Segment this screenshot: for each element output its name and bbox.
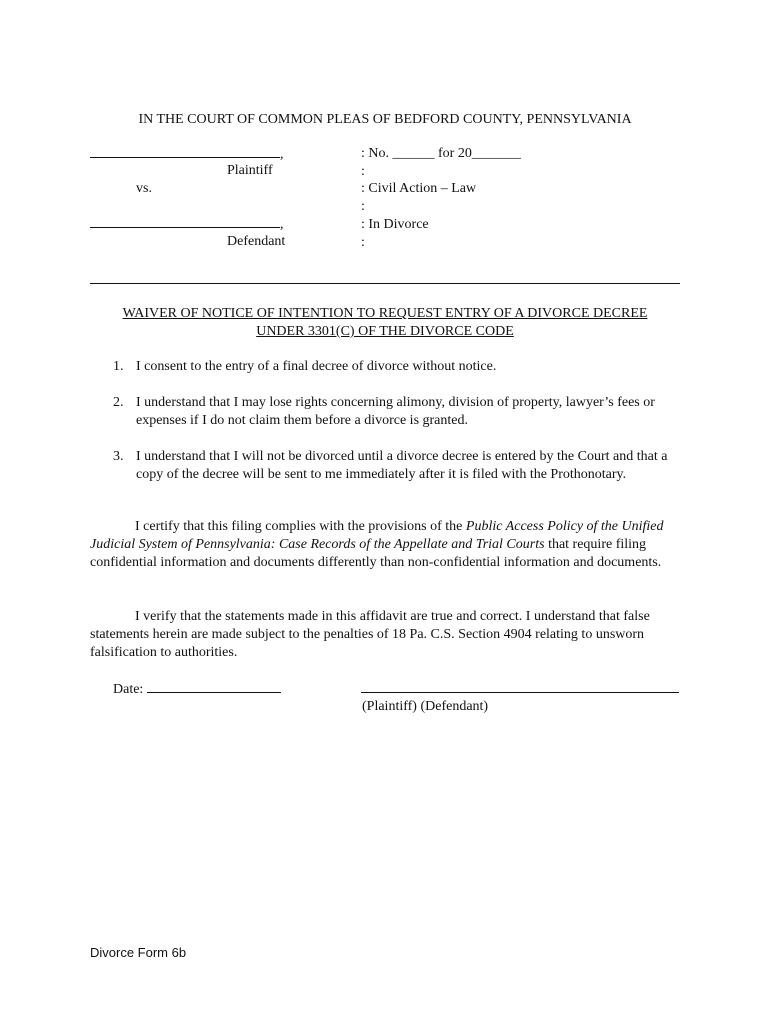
list-item-number: 3. bbox=[113, 449, 124, 464]
certification-lead: I certify that this filing complies with the provisions of the bbox=[135, 519, 466, 534]
defendant-comma: , bbox=[280, 217, 284, 232]
form-footer: Divorce Form 6b bbox=[90, 945, 187, 960]
list-item bbox=[113, 448, 683, 502]
list-item-number: 2. bbox=[113, 395, 124, 410]
vs-label: vs. bbox=[136, 181, 152, 196]
caption-colon: : bbox=[361, 199, 365, 214]
case-number-line[interactable]: : No. ______ for 20_______ bbox=[361, 146, 521, 161]
date-blank[interactable] bbox=[147, 680, 281, 693]
list-item-number: 1. bbox=[113, 359, 124, 374]
list-item-text: I understand that I may lose rights concerning alimony, division of property, lawyer’s fees or expenses if I do not claim them before a divorce is granted. bbox=[136, 395, 655, 428]
defendant-name-line[interactable] bbox=[90, 215, 284, 234]
civil-action-label: : Civil Action – Law bbox=[361, 181, 477, 196]
plaintiff-blank[interactable] bbox=[90, 145, 280, 158]
list-item bbox=[113, 358, 683, 376]
caption-colon: : bbox=[361, 235, 365, 250]
form-title-line2: UNDER 3301(C) OF THE DIVORCE CODE bbox=[256, 324, 514, 339]
list-item-text: I understand that I will not be divorced until a divorce decree is entered by the Court and that a copy of the decree will be sent to me immediately after it is filed with the Prothonotary. bbox=[136, 449, 668, 482]
caption-colon: : bbox=[361, 164, 365, 179]
list-item bbox=[113, 394, 683, 430]
court-heading: IN THE COURT OF COMMON PLEAS OF BEDFORD COUNTY, PENNSYLVANIA bbox=[138, 112, 632, 127]
in-divorce-label: : In Divorce bbox=[361, 217, 429, 232]
plaintiff-label: Plaintiff bbox=[227, 163, 273, 178]
policy-title: Public Access Policy of the Unified Judicial System of Pennsylvania: Case Records of the Appellate and Trial Courts bbox=[90, 519, 664, 552]
defendant-label: Defendant bbox=[227, 234, 286, 249]
certification-paragraph bbox=[90, 518, 680, 572]
date-field[interactable] bbox=[113, 680, 281, 699]
form-title-line1: WAIVER OF NOTICE OF INTENTION TO REQUEST ENTRY OF A DIVORCE DECREE bbox=[122, 306, 648, 321]
defendant-blank[interactable] bbox=[90, 215, 280, 228]
list-item-text: I consent to the entry of a final decree of divorce without notice. bbox=[136, 359, 497, 374]
plaintiff-comma: , bbox=[280, 147, 284, 162]
verification-paragraph: I verify that the statements made in this affidavit are true and correct. I understand that false statements herein are made subject to the penalties of 18 Pa. C.S. Section 4904 relating to unsworn falsification to authorities. bbox=[90, 609, 650, 660]
date-label: Date: bbox=[113, 682, 144, 697]
signature-line[interactable] bbox=[361, 692, 679, 693]
caption-divider bbox=[90, 283, 680, 284]
certification-tail: that require filing confidential information and documents differently than non-confidential information and documents. bbox=[90, 537, 662, 570]
party-label: (Plaintiff) (Defendant) bbox=[362, 699, 489, 714]
